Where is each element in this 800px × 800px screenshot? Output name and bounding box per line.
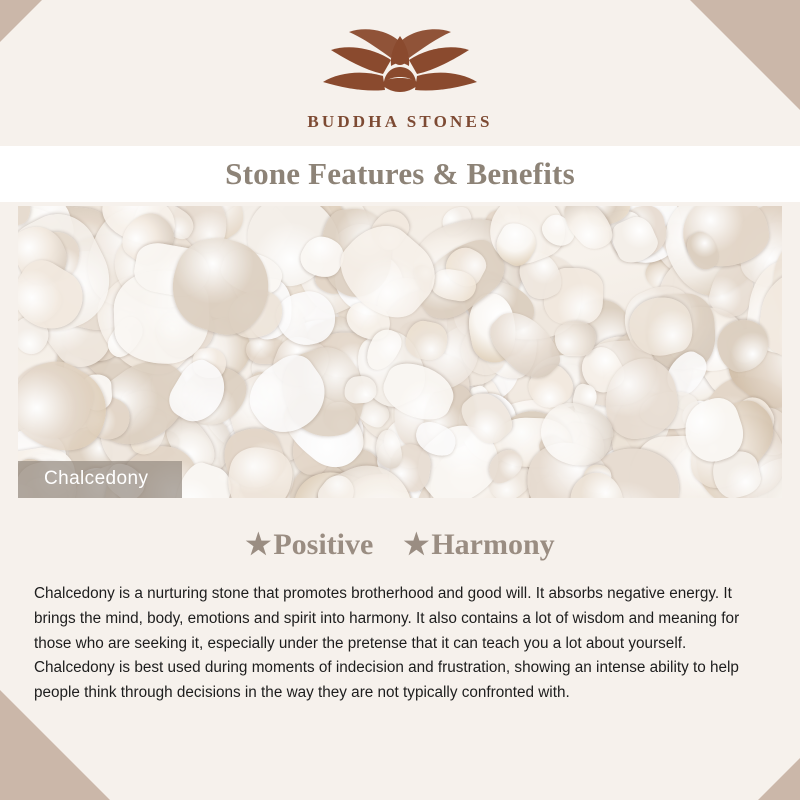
hero-caption: Chalcedony — [18, 461, 182, 498]
hero-image — [18, 206, 782, 498]
star-icon: ★ — [245, 528, 272, 561]
brand-header — [0, 0, 800, 132]
brand-name: BUDDHA STONES — [307, 112, 493, 131]
keyword-label: Positive — [273, 528, 374, 561]
title-band — [0, 146, 800, 202]
keyword-label: Harmony — [431, 528, 555, 561]
keyword-harmony — [403, 528, 554, 562]
keyword-positive — [245, 528, 373, 562]
star-icon: ★ — [403, 528, 430, 561]
page-title: Stone Features & Benefits — [225, 156, 575, 191]
keyword-row — [0, 528, 800, 562]
stone-texture — [18, 206, 782, 498]
lotus-meditation-figure-icon — [305, 22, 495, 108]
stone-description: Chalcedony is a nurturing stone that promotes brotherhood and good will. It absorbs negative energy. It brings the mind, body, emotions and spirit into harmony. It also contains a lot of wisdom and meaning for those who are seeking it, especially under the pretense that it can teach you a lot about yourself. Chalcedony is best used during moments of indecision and frustration, showing an intense ability to help people think through decisions in the way they are not typically confronted with. — [34, 585, 740, 702]
